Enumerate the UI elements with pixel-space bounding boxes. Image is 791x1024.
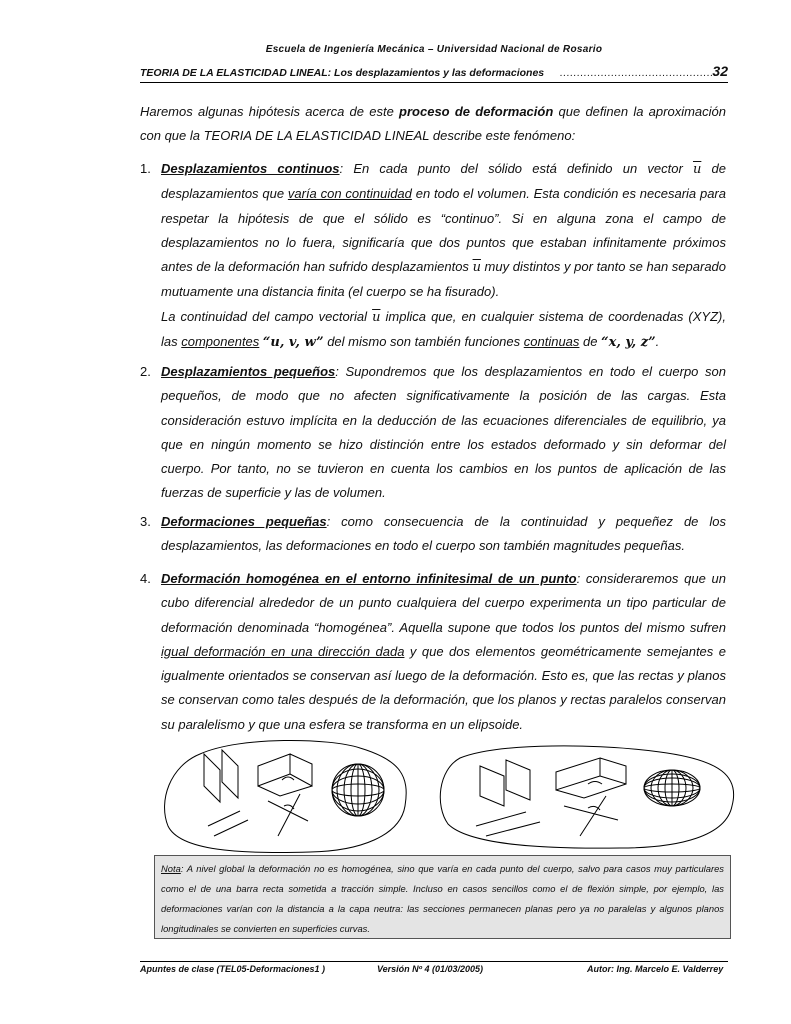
- note-label: Nota: [161, 863, 181, 874]
- ellipsoid-deformed: [644, 770, 700, 806]
- item-text: : consideraremos que un cubo diferencial alrededor de un punto cualquiera del cuerpo experimenta un tipo particular de deformación denominada “homogénea”. Aquella supone que todos los puntos del mismo sufren: [161, 571, 726, 635]
- hypothesis-item-4: [140, 567, 726, 737]
- item-text: y que dos elementos geométricamente semejantes e igualmente orientados se conservan así luego de la deformación. Esto es, que las rectas y planos se conservan como tales después de la deformación, que los planos y rectas paralelos conservan su paralelismo y que una esfera se transforma en un elipsoide.: [161, 643, 726, 732]
- intro-text: Haremos algunas hipótesis acerca de este: [140, 104, 400, 119]
- intro-bold-phrase: proceso de deformación: [399, 104, 554, 119]
- underlined-phrase: varía con continuidad: [287, 186, 412, 202]
- title-leader-dots: ..............................................: [560, 67, 718, 79]
- parallel-lines-undeformed: [208, 811, 248, 836]
- item-text: : En cada punto del sólido está definido un vector: [339, 161, 693, 176]
- sphere-undeformed: [332, 764, 384, 816]
- item-text: implica que, en cualquier sistema de coordenadas (XYZ), las: [161, 308, 726, 350]
- item-number: 4.: [140, 571, 151, 586]
- item-text: de desplazamientos que: [161, 161, 727, 202]
- angle-lines-undeformed: [268, 794, 308, 836]
- vector-u: $\overline{u}$: [692, 162, 702, 177]
- item-text: La continuidad del campo vectorial: [161, 308, 373, 324]
- item-text: .: [655, 334, 660, 350]
- footer-left: Apuntes de clase (TEL05-Deformaciones1 ): [140, 964, 326, 974]
- open-box-deformed: [556, 758, 626, 798]
- footer-divider: [140, 961, 728, 962]
- item-term: Desplazamientos continuos: [161, 161, 340, 176]
- header-school: Escuela de Ingeniería Mecánica – Universidad Nacional de Rosario: [265, 44, 603, 55]
- vector-u: $\overline{u}$: [372, 309, 381, 325]
- item-term: Desplazamientos pequeños: [161, 364, 336, 379]
- footer-author: Autor: Ing. Marcelo E. Valderrey: [587, 964, 724, 974]
- deformation-figure: [160, 736, 740, 856]
- page-number: 32: [712, 63, 728, 79]
- hypothesis-item-3: [140, 510, 726, 559]
- item-term: Deformación homogénea en el entorno infinitesimal de un punto: [161, 571, 577, 586]
- coordinates-xyz: “x, y, z”: [601, 335, 656, 351]
- header-title-line: [140, 64, 728, 83]
- item-text: en todo el volumen. Esta condición es necesaria para respetar la hipótesis de que el sólido es “continuo”. Si en alguna zona el campo de desplazamientos no lo fuera, significaría que dos puntos que estaban infinitamente próximos antes de la deformación han sufrido desplazamientos: [161, 186, 726, 275]
- intro-paragraph: [140, 100, 726, 148]
- item-term: Deformaciones pequeñas: [161, 514, 327, 529]
- item-number: 1.: [140, 161, 151, 176]
- parallel-planes-undeformed: [204, 750, 238, 802]
- item-text: : Supondremos que los desplazamientos en todo el cuerpo son pequeños, de modo que no afecten significativamente la posición de las cargas. Esta consideración estuvo implícita en la deducción de las ecuaciones diferenciales de equilibrio, ya que en ningún momento se hizo distinción entre los estados deformado y sin deformar del cuerpo. Por tanto, no se tuvieron en cuenta los cambios en los puntos de aplicación de las fuerzas de superficie y las de volumen.: [161, 364, 727, 501]
- vector-u: $\overline{u}$: [472, 260, 481, 276]
- item-1-paragraph-1: [161, 157, 726, 305]
- parallel-planes-deformed: [480, 760, 530, 806]
- hypothesis-item-1: [140, 157, 726, 355]
- item-1-paragraph-2: [161, 305, 726, 356]
- parallel-lines-deformed: [476, 812, 540, 836]
- open-box-undeformed: [258, 754, 312, 796]
- intro-text-end: que definen la aproximación con que la TEORIA DE LA ELASTICIDAD LINEAL describe este fenómeno:: [140, 104, 726, 143]
- undeformed-body-outline: [165, 740, 407, 852]
- components-uvw: “u, v, w”: [262, 335, 324, 351]
- underlined-phrase: continuas: [523, 334, 580, 350]
- item-text: de: [579, 334, 602, 350]
- item-number: 3.: [140, 514, 151, 529]
- document-title: TEORIA DE LA ELASTICIDAD LINEAL: Los desplazamientos y las deformaciones: [140, 67, 545, 79]
- hypothesis-item-2: [140, 360, 726, 506]
- note-box: [154, 855, 731, 939]
- footer-version: Versión Nº 4 (01/03/2005): [377, 964, 484, 974]
- item-text: : como consecuencia de la continuidad y pequeñez de los desplazamientos, las deformaciones en todo el cuerpo son también magnitudes pequeñas.: [161, 514, 726, 554]
- item-text: muy distintos y por tanto se han separado mutuamente una distancia finita (el cuerpo se ha fisurado).: [161, 259, 727, 300]
- angle-lines-deformed: [564, 796, 618, 836]
- underlined-phrase: componentes: [181, 334, 260, 350]
- underlined-phrase: igual deformación en una dirección dada: [161, 643, 405, 659]
- item-text: del mismo son también funciones: [323, 334, 524, 350]
- note-text: : A nivel global la deformación no es homogénea, sino que varía en cada punto del cuerpo, salvo para casos muy particulares como el de una barra recta sometida a tracción simple. Incluso en casos sencillos como el de flexión simple, por ejemplo, las deformaciones varían con la distancia a la capa neutra: las secciones permanecen planas pero ya no paralelas y algunos planos longitudinales se convierten en superficies curvas.: [161, 863, 724, 934]
- item-number: 2.: [140, 364, 151, 379]
